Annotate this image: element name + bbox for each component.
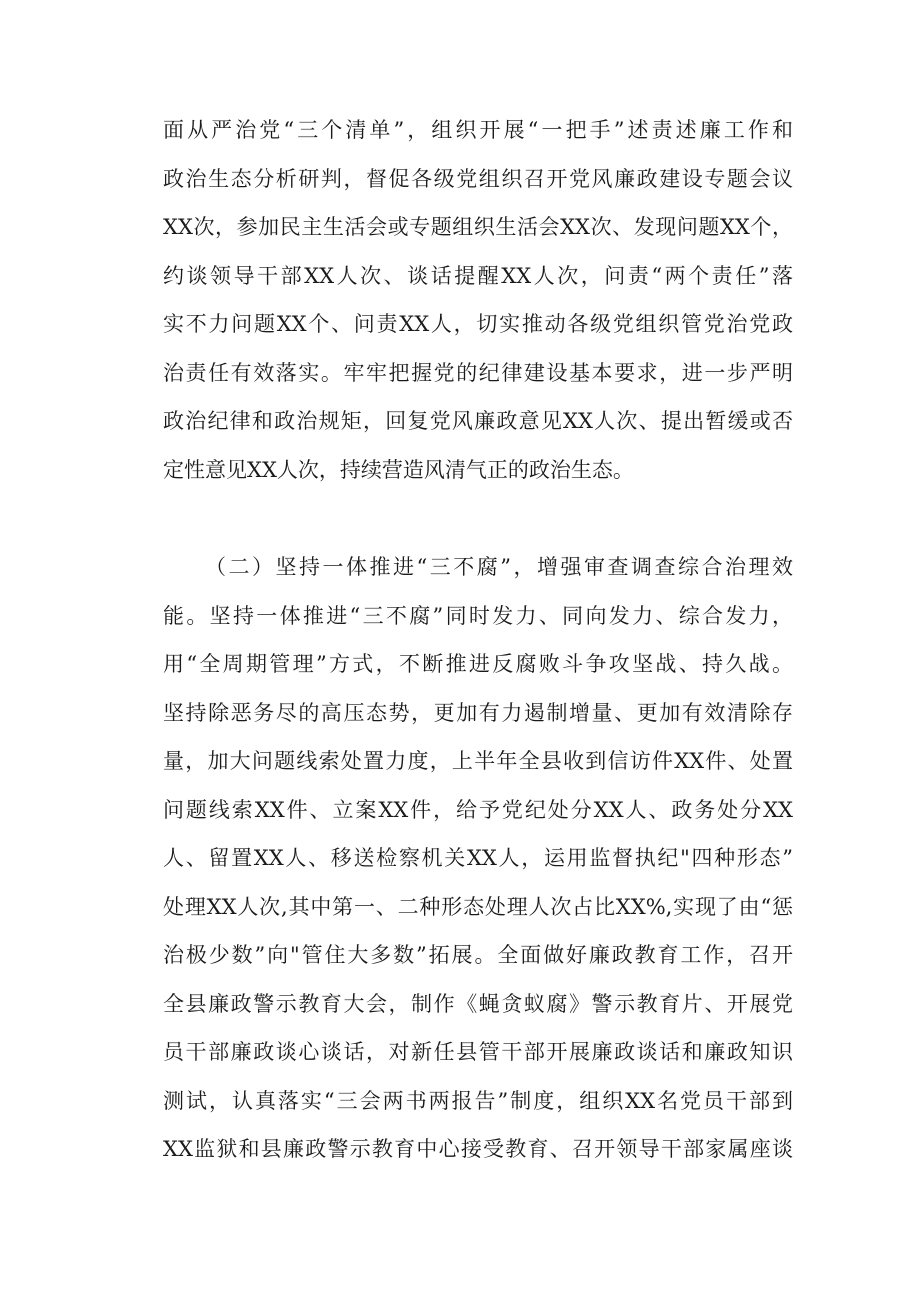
text-line: 全县廉政警示教育大会，制作《蝇贪蚁腐》警示教育片、开展党 <box>163 991 793 1016</box>
text-line: 治责任有效落实。牢牢把握党的纪律建设基本要求，进一步严明 <box>163 360 793 385</box>
text-line: 面从严治党“三个清单”，组织开展“一把手”述责述廉工作和 <box>163 118 793 142</box>
text-line: 问题线索XX件、立案XX件，给予党纪处分XX人、政务处分XX <box>163 797 793 822</box>
text-line: 政治生态分析研判，督促各级党组织召开党风廉政建设专题会议 <box>163 166 793 191</box>
text-line: 处理XX人次,其中第一、二种形态处理人次占比XX%,实现了由“惩 <box>163 894 793 919</box>
text-line: 约谈领导干部XX人次、谈话提醒XX人次，问责“两个责任”落 <box>163 263 793 288</box>
text-line: 定性意见XX人次，持续营造风清气正的政治生态。 <box>163 457 634 482</box>
text-line: 政治纪律和政治规矩，回复党风廉政意见XX人次、提出暂缓或否 <box>163 409 793 433</box>
text-line: 能。坚持一体推进“三不腐”同时发力、同向发力、综合发力， <box>163 603 793 628</box>
section-heading-line: （二）坚持一体推进“三不腐”，增强审查调查综合治理效 <box>205 555 793 579</box>
text-line: 坚持除恶务尽的高压态势，更加有力遏制增量、更加有效清除存 <box>163 700 793 725</box>
text-line: XX次，参加民主生活会或专题组织生活会XX次、发现问题XX个， <box>163 215 793 239</box>
text-line: 员干部廉政谈心谈话，对新任县管干部开展廉政谈话和廉政知识 <box>163 1040 793 1064</box>
text-line: XX监狱和县廉政警示教育中心接受教育、召开领导干部家属座谈 <box>163 1137 793 1161</box>
text-line: 治极少数”向"管住大多数”拓展。全面做好廉政教育工作，召开 <box>163 943 793 967</box>
text-line: 实不力问题XX个、问责XX人，切实推动各级党组织管党治党政 <box>163 312 793 336</box>
text-line: 人、留置XX人、移送检察机关XX人，运用监督执纪"四种形态” <box>163 846 793 870</box>
text-line: 量，加大问题线索处置力度，上半年全县收到信访件XX件、处置 <box>163 749 793 773</box>
text-line: 用“全周期管理”方式，不断推进反腐败斗争攻坚战、持久战。 <box>163 652 793 676</box>
paragraph-2 <box>163 543 793 1174</box>
text-line: 测试，认真落实“三会两书两报告”制度，组织XX名党员干部到 <box>163 1088 793 1113</box>
paragraph-1 <box>163 106 793 494</box>
